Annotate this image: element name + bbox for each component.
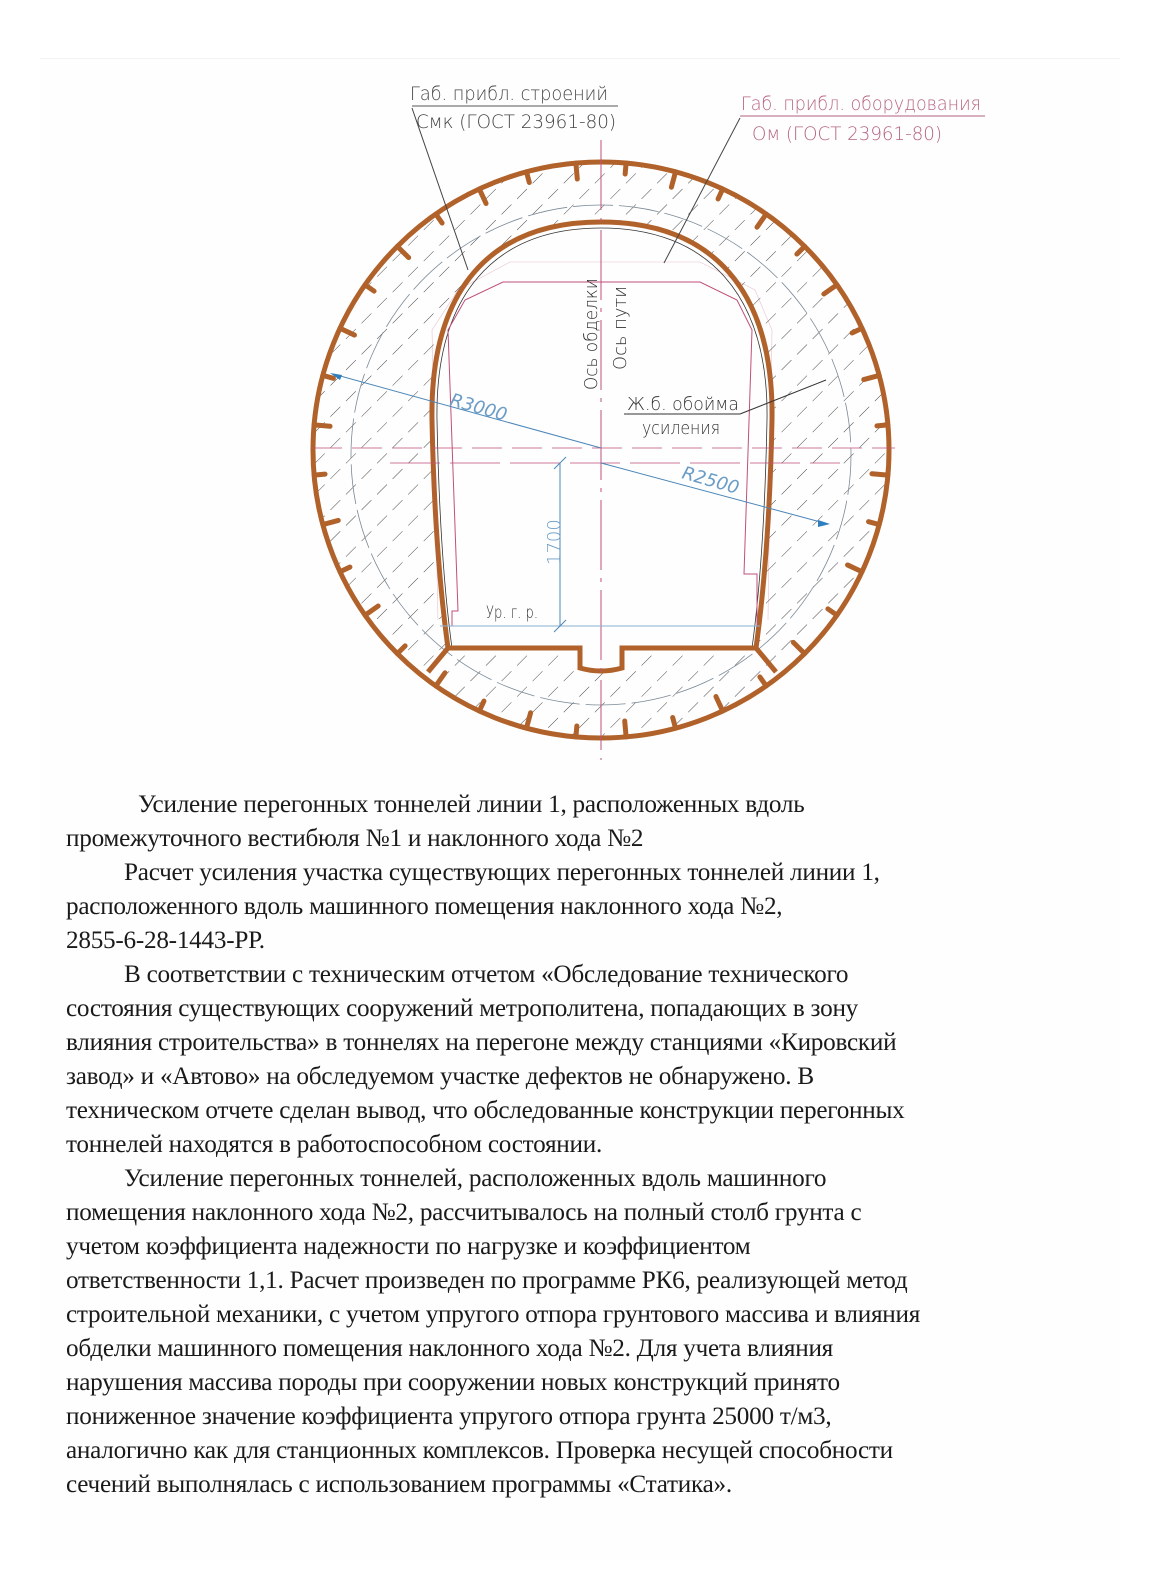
text-line: аналогично как для станционных комплексов. Проверка несущей способности xyxy=(66,1437,893,1464)
text-line: сечений выполнялась с использованием программы «Статика». xyxy=(66,1471,732,1498)
title-line: Усиление перегонных тоннелей линии 1, расположенных вдоль xyxy=(138,791,805,818)
label-clearance-structures-1: Габ. прибл. строений xyxy=(410,83,608,105)
tubing-rib xyxy=(673,718,676,729)
label-radius-r2500: R2500 xyxy=(679,462,742,499)
tubing-rib xyxy=(576,163,577,179)
tubing-rib xyxy=(869,522,880,525)
text-line: В соответствии с техническим отчетом «Обследование технического xyxy=(124,961,849,988)
equipment-clearance-gauge xyxy=(432,262,772,620)
label-lining-axis: Ось обделки xyxy=(581,270,602,390)
tubing-rib xyxy=(526,172,529,183)
text-line: техническом отчете сделан вывод, что обследованные конструкции перегонных xyxy=(66,1097,905,1124)
label-rail-level: Ур. г. р. xyxy=(486,603,538,623)
text-line: влияния строительства» в тоннелях на перегоне между станциями «Кировский xyxy=(66,1029,897,1056)
tubing-rib xyxy=(877,425,888,426)
tubing-rib xyxy=(323,375,334,378)
label-track-axis: Ось пути xyxy=(610,285,631,370)
tubing-rib xyxy=(576,726,577,737)
text-line: нарушения массива породы при сооружении новых конструкций принято xyxy=(66,1369,840,1396)
tubing-rib xyxy=(625,163,626,174)
label-clearance-structures-2: Смк (ГОСТ 23961-80) xyxy=(416,111,616,133)
text-line: ответственности 1,1. Расчет произведен по программе РК6, реализующей метод xyxy=(66,1267,908,1294)
text-line: помещения наклонного хода №2, рассчитывалось на полный столб грунта с xyxy=(66,1199,862,1226)
text-line: учетом коэффициента надежности по нагрузке и коэффициентом xyxy=(66,1233,751,1260)
tubing-rib xyxy=(872,474,888,475)
title-line: промежуточного вестибюля №1 и наклонного хода №2 xyxy=(66,825,644,852)
text-line: расположенного вдоль машинного помещения наклонного хода №2, xyxy=(66,893,783,920)
text-line: Усиление перегонных тоннелей, расположенных вдоль машинного xyxy=(124,1165,827,1192)
tubing-rib xyxy=(625,721,626,737)
tubing-rib xyxy=(314,474,325,475)
label-radius-r3000: R3000 xyxy=(447,389,510,426)
paragraph-design-basis xyxy=(66,1162,1106,1502)
section-title xyxy=(66,788,1106,856)
text-line: пониженное значение коэффициента упругого отпора грунта 25000 т/м3, xyxy=(66,1403,832,1430)
label-reinforcement-1: Ж.б. обойма xyxy=(627,394,739,415)
text-line: завод» и «Автово» на обследуемом участке дефектов не обнаружено. В xyxy=(66,1063,814,1090)
paragraph-calculation-ref xyxy=(66,856,1106,958)
text-line: тоннелей находятся в работоспособном состоянии. xyxy=(66,1131,603,1158)
label-clearance-equipment-1: Габ. прибл. оборудования xyxy=(741,93,981,115)
document-body xyxy=(66,788,1106,1502)
tubing-rib xyxy=(314,425,330,426)
label-reinforcement-2: усиления xyxy=(642,418,720,439)
text-line: состояния существующих сооружений метрополитена, попадающих в зону xyxy=(66,995,859,1022)
text-line: Расчет усиления участка существующих перегонных тоннелей линии 1, xyxy=(124,859,880,886)
text-line: обделки машинного помещения наклонного хода №2. Для учета влияния xyxy=(66,1335,834,1362)
paragraph-survey-report xyxy=(66,958,1106,1162)
text-line: 2855-6-28-1443-РР. xyxy=(66,927,265,954)
structure-clearance-gauge xyxy=(448,282,757,626)
text-line: строительной механики, с учетом упругого отпора грунтового массива и влияния xyxy=(66,1301,921,1328)
label-dimension-1700: 1700 xyxy=(544,519,565,565)
label-clearance-equipment-2: Ом (ГОСТ 23961-80) xyxy=(752,123,942,145)
